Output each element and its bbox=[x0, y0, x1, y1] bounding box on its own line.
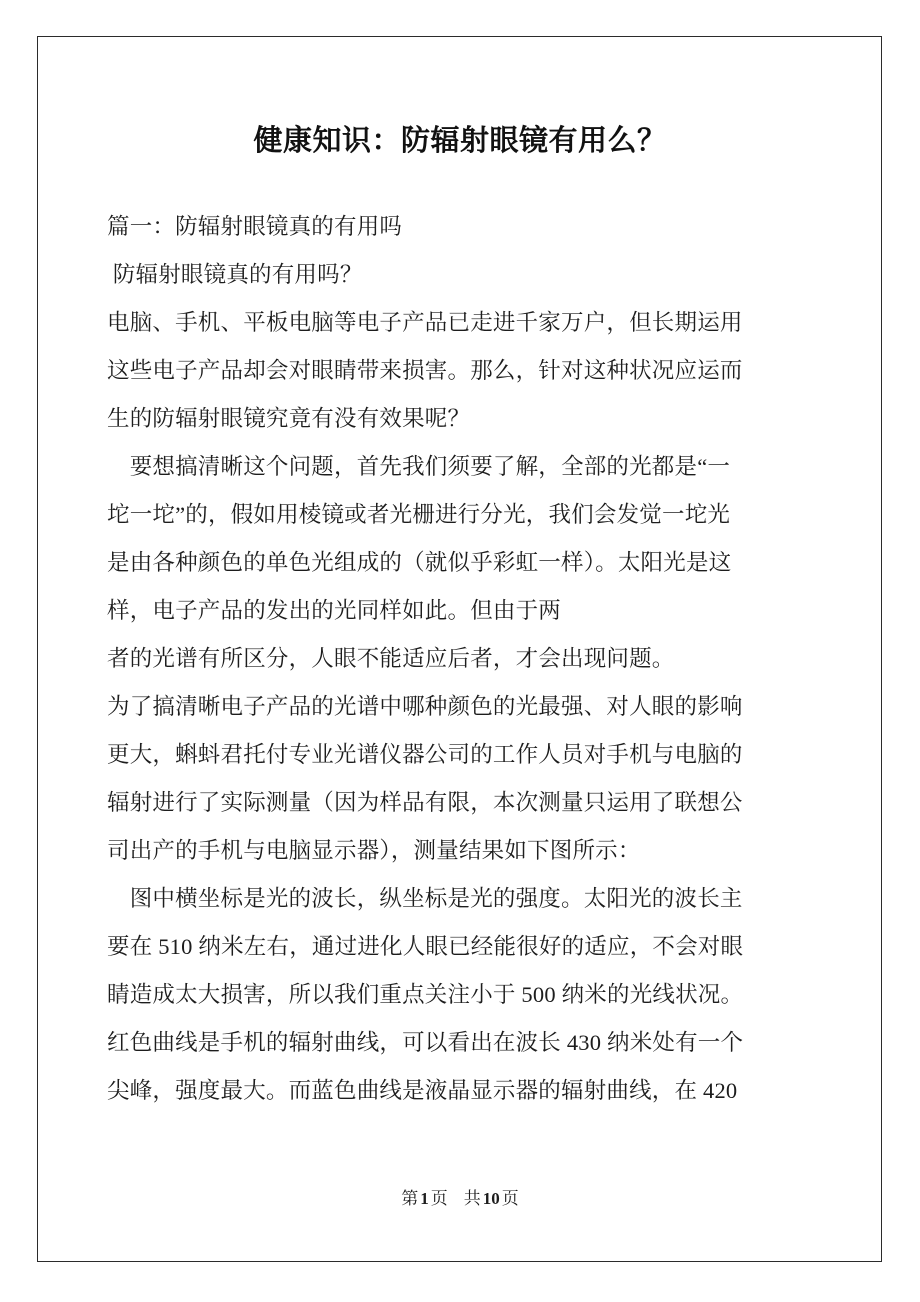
body-line: 要在 510 纳米左右，通过进化人眼已经能很好的适应，不会对眼 bbox=[107, 934, 744, 959]
body-line: 尖峰，强度最大。而蓝色曲线是液晶显示器的辐射曲线，在 420 bbox=[107, 1078, 738, 1103]
footer-total-label: 共 bbox=[463, 1189, 481, 1208]
document-body bbox=[107, 203, 813, 1115]
body-line: 睛造成太大损害，所以我们重点关注小于 500 纳米的光线状况。 bbox=[107, 982, 744, 1007]
footer-page-number: 1 bbox=[420, 1189, 429, 1208]
body-line: 是由各种颜色的单色光组成的（就似乎彩虹一样）。太阳光是这 bbox=[107, 550, 732, 575]
footer-total-pages: 10 bbox=[482, 1189, 500, 1208]
body-line: 篇一：防辐射眼镜真的有用吗 bbox=[107, 214, 403, 239]
document-content bbox=[107, 36, 813, 1115]
body-line: 更大，蝌蚪君托付专业光谱仪器公司的工作人员对手机与电脑的 bbox=[107, 742, 743, 767]
body-line: 图中横坐标是光的波长，纵坐标是光的强度。太阳光的波长主 bbox=[107, 886, 743, 911]
body-line: 电脑、手机、平板电脑等电子产品已走进千家万户，但长期运用 bbox=[107, 310, 743, 335]
body-line: 防辐射眼镜真的有用吗？ bbox=[107, 262, 363, 287]
body-line: 坨一坨”的，假如用棱镜或者光栅进行分光，我们会发觉一坨光 bbox=[107, 502, 731, 527]
body-line: 这些电子产品却会对眼睛带来损害。那么，针对这种状况应运而 bbox=[107, 358, 743, 383]
body-line: 者的光谱有所区分，人眼不能适应后者，才会出现问题。 bbox=[107, 646, 675, 671]
body-line: 司出产的手机与电脑显示器），测量结果如下图所示： bbox=[107, 838, 641, 863]
body-line: 要想搞清晰这个问题，首先我们须要了解，全部的光都是“一 bbox=[107, 454, 731, 479]
body-line: 辐射进行了实际测量（因为样品有限，本次测量只运用了联想公 bbox=[107, 790, 743, 815]
body-line: 为了搞清晰电子产品的光谱中哪种颜色的光最强、对人眼的影响 bbox=[107, 694, 743, 719]
body-line: 生的防辐射眼镜究竟有没有效果呢？ bbox=[107, 406, 471, 431]
body-line: 样，电子产品的发出的光同样如此。但由于两 bbox=[107, 598, 562, 623]
footer-page-unit: 页 bbox=[430, 1189, 448, 1208]
body-line: 红色曲线是手机的辐射曲线，可以看出在波长 430 纳米处有一个 bbox=[107, 1030, 744, 1055]
page-title: 健康知识：防辐射眼镜有用么？ bbox=[253, 123, 667, 157]
page-footer bbox=[0, 1187, 920, 1211]
footer-page-label: 第 bbox=[401, 1189, 419, 1208]
footer-total-unit: 页 bbox=[501, 1189, 519, 1208]
